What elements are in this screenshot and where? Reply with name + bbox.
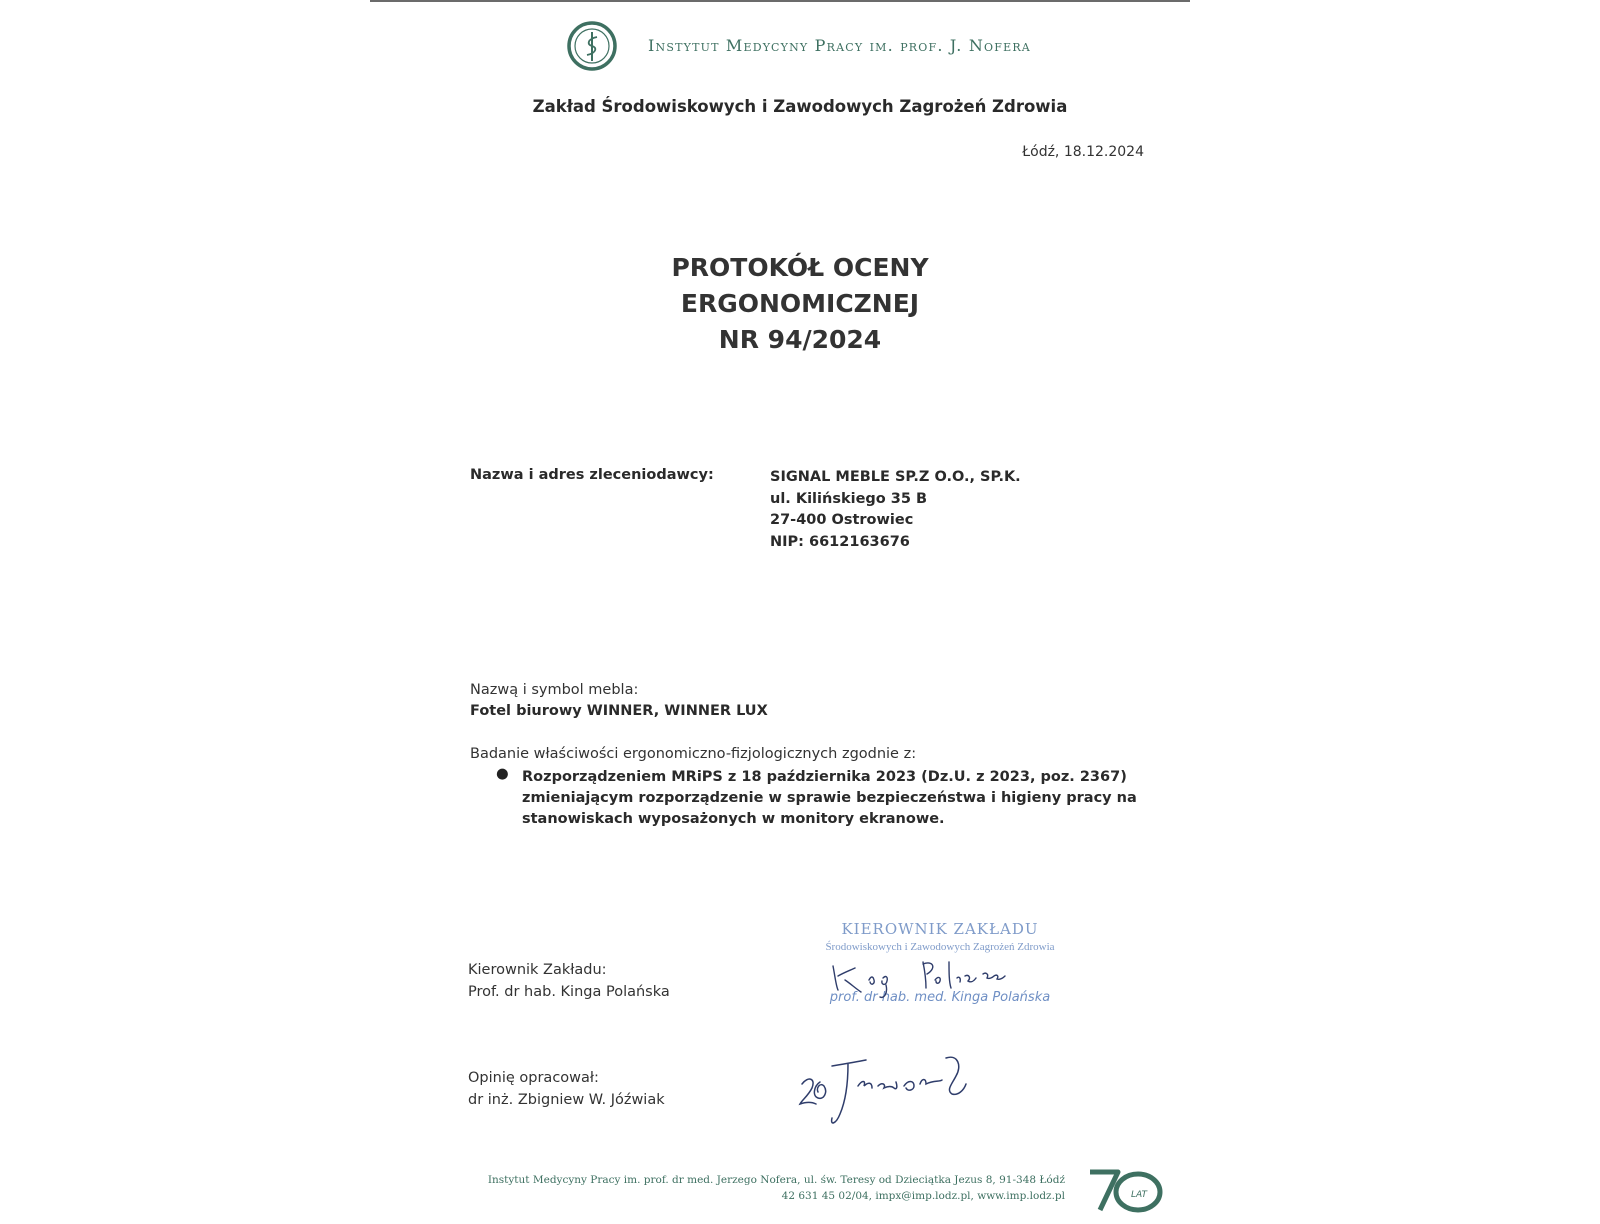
- place-date: Łódź, 18.12.2024: [1022, 144, 1144, 160]
- client-line: NIP: 6612163676: [770, 533, 910, 550]
- scan-edge-line: [370, 0, 1190, 2]
- stamp-name: prof. dr hab. med. Kinga Polańska: [829, 990, 1051, 1005]
- footer-address: [380, 1172, 1065, 1204]
- author-name: dr inż. Zbigniew W. Jóźwiak: [468, 1092, 665, 1108]
- client-address: [770, 467, 1021, 553]
- title-line-2: ERGONOMICZNEJ: [680, 289, 920, 318]
- title-line-3: NR 94/2024: [718, 325, 882, 354]
- client-line: ul. Kilińskiego 35 B: [770, 490, 928, 507]
- furniture-label: Nazwą i symbol mebla:: [470, 682, 639, 698]
- study-label: Badanie właściwości ergonomiczno-fizjologicznych zgodnie z:: [470, 746, 917, 762]
- bullet-icon: ●: [496, 766, 509, 782]
- client-line: 27-400 Ostrowiec: [770, 512, 914, 528]
- furniture-value: Fotel biurowy WINNER, WINNER LUX: [470, 703, 768, 719]
- stamp-department: Środowiskowych i Zawodowych Zagrożeń Zdrowia: [825, 941, 1055, 953]
- stamp-title: KIEROWNIK ZAKŁADU: [841, 920, 1039, 938]
- department-name: Zakład Środowiskowych i Zawodowych Zagrożeń Zdrowia: [532, 97, 1068, 116]
- study-regulation: Rozporządzeniem MRiPS z 18 października 2023 (Dz.U. z 2023, poz. 2367) zmieniającym rozporządzenie w sprawie bezpieczeństwa i higieny pracy na stanowiskach wyposażonych w monitory ekranowe.: [522, 769, 1137, 827]
- institute-logo-icon: [566, 20, 618, 72]
- institute-name: Instytut Medycyny Pracy im. prof. J. Nofera: [648, 36, 1031, 55]
- anniversary-70-logo-icon: [1086, 1164, 1164, 1216]
- document-title: [0, 250, 1600, 358]
- client-label: Nazwa i adres zleceniodawcy:: [470, 467, 714, 483]
- anniversary-label: LAT: [1130, 1190, 1148, 1200]
- author-role: Opinię opracował:: [468, 1070, 599, 1086]
- author-signature: [796, 1052, 986, 1138]
- head-name: Prof. dr hab. Kinga Polańska: [468, 984, 670, 1000]
- client-line: SIGNAL MEBLE SP.Z O.O., SP.K.: [770, 469, 1021, 485]
- footer-line-1: Instytut Medycyny Pracy im. prof. dr med. Jerzego Nofera, ul. św. Teresy od Dzieciątka Jezus 8, 91-348 Łódź: [487, 1174, 1065, 1186]
- head-stamp: [805, 918, 1075, 1008]
- footer-line-2: 42 631 45 02/04, impx@imp.lodz.pl, www.imp.lodz.pl: [781, 1190, 1065, 1202]
- head-role: Kierownik Zakładu:: [468, 962, 607, 978]
- title-line-1: PROTOKÓŁ OCENY: [671, 253, 929, 282]
